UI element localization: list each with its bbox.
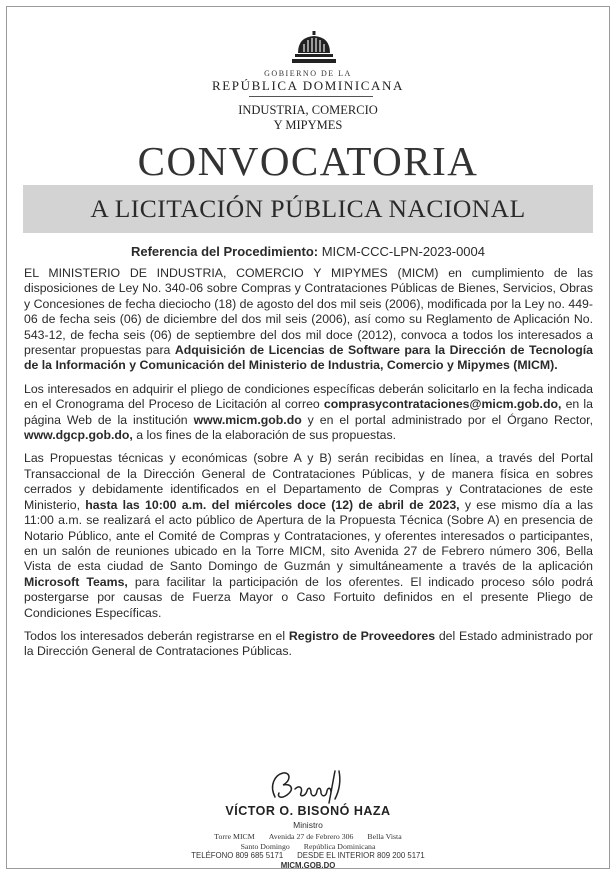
p4-text-1: Todos los interesados deberán registrarse en el [24, 628, 289, 643]
address-line-1 [7, 832, 609, 842]
page-title: CONVOCATORIA [137, 138, 479, 184]
dgcp-website-link: www.dgcp.gob.do, [24, 428, 133, 443]
paragraph-registro [24, 629, 593, 660]
phone-interior: DESDE EL INTERIOR 809 200 5171 [297, 851, 425, 860]
announcement-body [24, 266, 593, 668]
reference-label: Referencia del Procedimiento: [130, 244, 319, 259]
handwritten-signature [261, 767, 361, 807]
p3-text-1: Las Propuestas técnicas y económicas (sobre A y B) serán recibidas en línea, a través del Portal Transaccional de la Dirección General de Contrataciones Públicas, y de manera física en sobres cerrados y debidamente identificados en el Departamento de Compras y Contrataciones de este Ministerio, [24, 451, 593, 512]
p2-text-2: en la página Web de la institución [24, 397, 593, 427]
reference-value: MICM-CCC-LPN-2023-0004 [318, 244, 485, 259]
paragraph-pliego [24, 382, 593, 444]
signatory-name: VÍCTOR O. BISONÓ HAZA [225, 804, 391, 818]
ministry-line-1: INDUSTRIA, COMERCIO [238, 103, 378, 117]
republica-label: REPÚBLICA DOMINICANA [212, 78, 404, 93]
subtitle-band [23, 185, 593, 233]
header-divider [249, 96, 373, 97]
p1-bold-object: Adquisición de Licencias de Software para la Dirección de Tecnología de la Información y Comunicación del Ministerio de Industria, Comercio y Mipymes (MICM). [24, 343, 593, 373]
subtitle: A LICITACIÓN PÚBLICA NACIONAL [90, 194, 526, 223]
signatory-title: Ministro [293, 820, 323, 830]
paragraph-propuestas [24, 451, 593, 620]
registro-proveedores: Registro de Proveedores [288, 628, 436, 643]
p1-text: EL MINISTERIO DE INDUSTRIA, COMERCIO Y MIPYMES (MICM) en cumplimiento de las disposiciones de Ley No. 340-06 sobre Compras y Contrataciones Públicas de Bienes, Servicios, Obras y Concesiones de fecha dieciocho (18) de agosto del dos mil seis (2006), modificada por la Ley no. 449-06 de fecha seis (06) de diciembre del dos mil seis (2006), así como su Reglamento de Aplicación No. 543-12, de fecha seis (06) de septiembre del dos mil doce (2012), convoca a todos los interesados a presentar propuestas para [24, 266, 593, 358]
procedure-reference [7, 244, 609, 259]
email-link: comprasycontrataciones@micm.gob.do, [323, 397, 562, 412]
p2-text-4: a los fines de la elaboración de sus propuestas. [132, 428, 397, 443]
address-sector: Bella Vista [367, 832, 402, 841]
phone-number: TELÉFONO 809 685 5171 [191, 851, 284, 860]
p3-text-2: y ese mismo día a las 11:00 a.m. se realizará el acto público de Apertura de la Propuesta Técnica (Sobre A) en presencia de Notario Público, ante el Comité de Compras y Contrataciones, y oferentes interesados o participantes, en un salón de reuniones ubicado en la Torre MICM, sito Avenida 27 de Febrero número 306, Bella Vista de esta ciudad de Santo Domingo de Guzmán y simultáneamente a través de la aplicación [24, 497, 593, 574]
address-building: Torre MICM [214, 832, 255, 841]
paragraph-intro [24, 266, 593, 374]
ministry-line-2: Y MIPYMES [273, 118, 343, 132]
micm-website-link: www.micm.gob.do [193, 412, 302, 427]
address-city: Santo Domingo [240, 842, 290, 851]
phone-line [7, 851, 609, 861]
teams-mention: Microsoft Teams, [24, 574, 128, 589]
p2-text-1: Los interesados en adquirir el pliego de condiciones específicas deberán solicitarlo en la fecha indicada en el Cronograma del Proceso de Licitación al correo [24, 381, 593, 412]
p3-text-3: para facilitar la participación de los oferentes. El indicado proceso sólo podrá postergarse por causas de Fuerza Mayor o Caso Fortuito definidos en el presente Pliego de Condiciones Específicas. [24, 574, 593, 620]
p2-text-3: y en el portal administrado por el Órgano Rector, [301, 412, 593, 427]
document-page [6, 6, 610, 869]
p4-text-2: del Estado administrado por la Dirección General de Contrataciones Públicas. [24, 628, 593, 659]
address-country: República Dominicana [303, 842, 376, 851]
address-street: Avenida 27 de Febrero 306 [268, 832, 354, 841]
ministry-name [7, 103, 609, 133]
deadline-date: hasta las 10:00 a.m. del miércoles doce (12) de abril de 2023, [85, 497, 460, 512]
government-dome-icon [292, 31, 336, 65]
gobierno-label: GOBIERNO DE LA [264, 69, 352, 78]
footer-website: MICM.GOB.DO [280, 861, 336, 869]
